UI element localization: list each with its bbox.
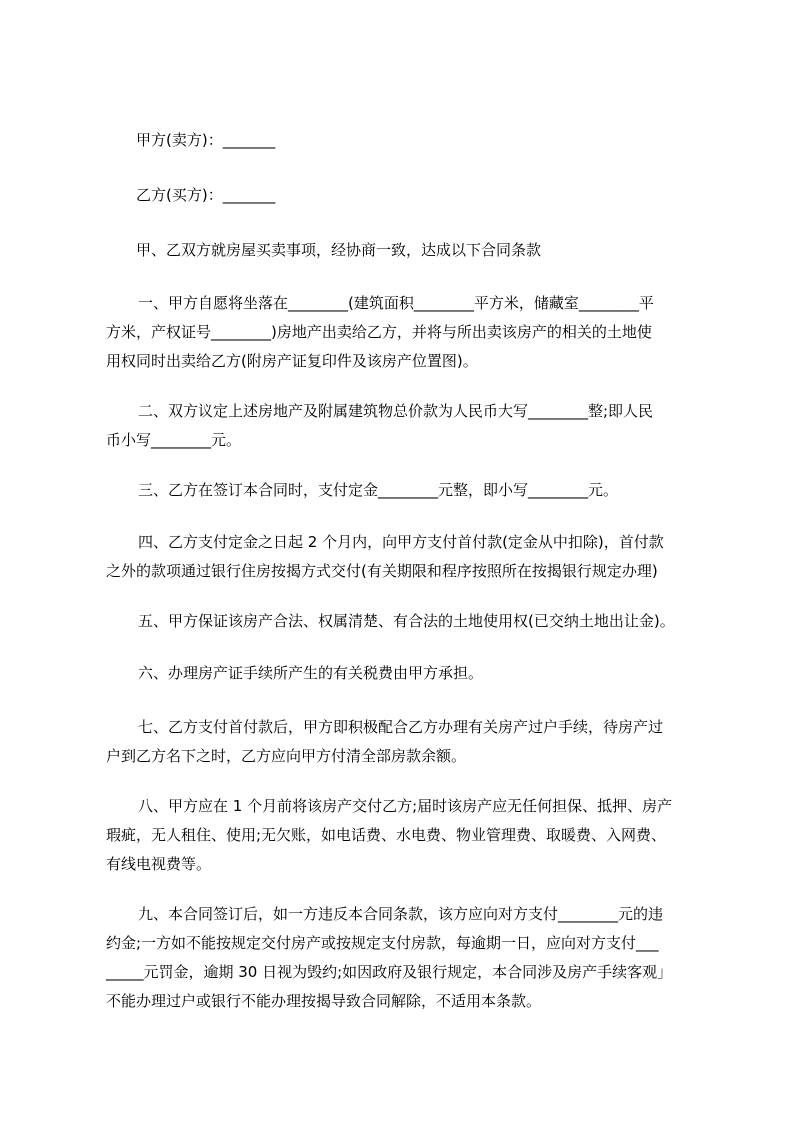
clause-2-line-2: 币小写________元。 [106, 431, 242, 449]
clause-3-line-1: 三、乙方在签订本合同时，支付定金________元整，即小写________元。 [138, 481, 619, 499]
clause-1-line-2: 方米，产权证号________)房地产出卖给乙方，并将与所出卖该房产的相关的土地使 [106, 323, 652, 341]
clause-9 [106, 900, 706, 1016]
clause-4-line-1: 四、乙方支付定金之日起 2 个月内，向甲方支付首付款(定金从中扣除)，首付款 [138, 533, 664, 551]
clause-9-line-3: _____元罚金，逾期 30 日视为毁约;如因政府及银行规定，本合同涉及房产手续客观」 [106, 963, 673, 981]
clause-2 [106, 397, 706, 455]
clause-8-line-1: 八、甲方应在 1 个月前将该房产交付乙方;届时该房产应无任何担保、抵押、房产 [138, 797, 673, 815]
contract-intro: 甲、乙双方就房屋买卖事项，经协商一致，达成以下合同条款 [136, 241, 542, 259]
clause-7 [106, 713, 706, 771]
clause-1-line-1: 一、甲方自愿将坐落在________(建筑面积________平方米，储藏室________平 [138, 294, 654, 312]
clause-4-line-2: 之外的款项通过银行住房按揭方式交付(有关期限和程序按照所在按揭银行规定办理) [106, 562, 658, 580]
clause-5-line-1: 五、甲方保证该房产合法、权属清楚、有合法的土地使用权(已交纳土地出让金)。 [138, 612, 675, 630]
clause-8 [106, 792, 706, 879]
clause-2-line-1: 二、双方议定上述房地产及附属建筑物总价款为人民币大写________整;即人民 [138, 402, 654, 420]
clause-4 [106, 528, 706, 586]
party-b-line: 乙方(买方)：_______ [136, 186, 276, 204]
clause-1 [106, 289, 706, 376]
clause-8-line-2: 瑕疵，无人租住、使用;无欠账，如电话费、水电费、物业管理费、取暖费、入网费、 [106, 826, 667, 844]
clause-9-line-1: 九、本合同签订后，如一方违反本合同条款，该方应向对方支付________元的违 [138, 905, 664, 923]
clause-1-line-3: 用权同时出卖给乙方(附房产证复印件及该房产位置图)。 [106, 352, 478, 370]
clause-9-line-2: 约金;一方如不能按规定交付房产或按规定支付房款，每逾期一日，应向对方支付___ [106, 934, 659, 952]
party-a-line: 甲方(卖方)：_______ [136, 131, 276, 149]
clause-7-line-1: 七、乙方支付首付款后，甲方即积极配合乙方办理有关房产过户手续，待房产过 [138, 718, 664, 736]
clause-6 [106, 659, 706, 688]
clause-3 [106, 476, 706, 505]
clause-5 [106, 607, 706, 636]
clause-8-line-3: 有线电视费等。 [106, 855, 212, 873]
clause-9-line-4: 不能办理过户或银行不能办理按揭导致合同解除，不适用本条款。 [106, 992, 542, 1010]
clause-7-line-2: 户到乙方名下之时，乙方应向甲方付清全部房款余额。 [106, 747, 467, 765]
clause-6-line-1: 六、办理房产证手续所产生的有关税费由甲方承担。 [138, 664, 484, 682]
